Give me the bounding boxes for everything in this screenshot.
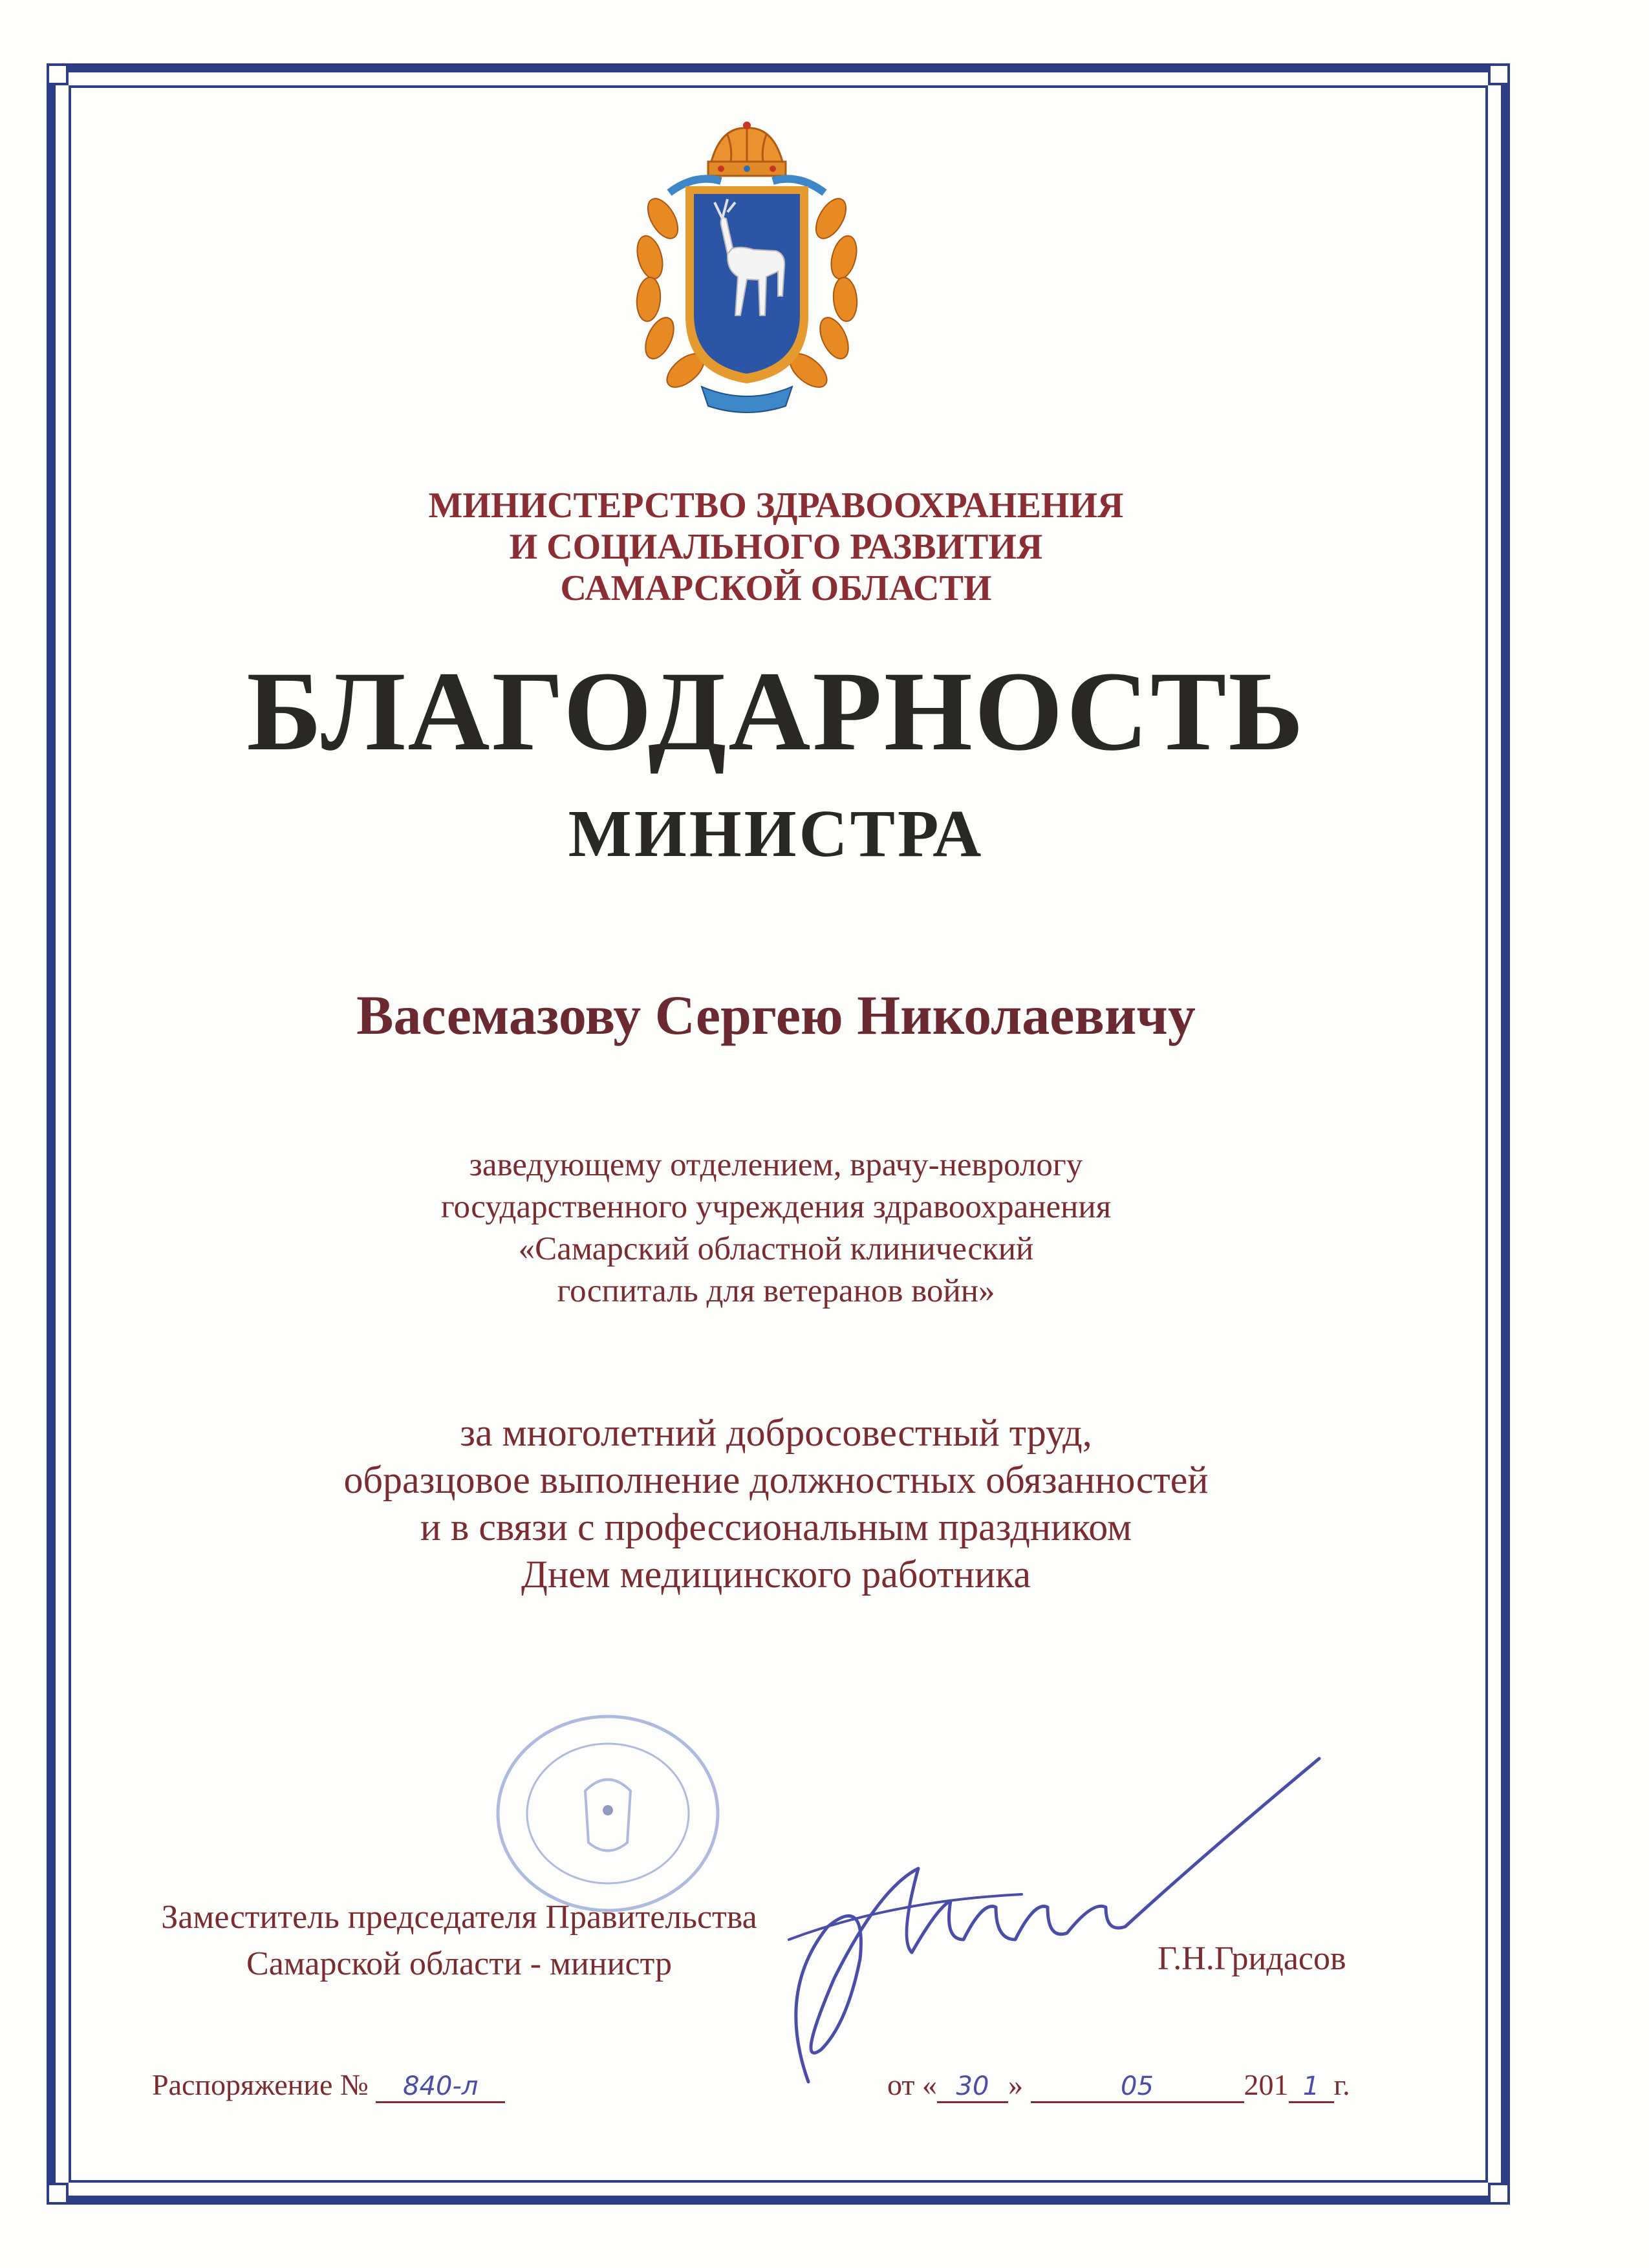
ministry-line-2: И СОЦИАЛЬНОГО РАЗВИТИЯ — [509, 527, 1043, 567]
order-label: Распоряжение № — [152, 2068, 369, 2101]
order-reference — [152, 2068, 505, 2103]
recipient-position — [0, 1144, 1552, 1312]
signer-title — [110, 1894, 808, 1987]
position-line: заведующему отделением, врачу-неврологу — [469, 1147, 1083, 1183]
signer-name: Г.Н.Гридасов — [1158, 1940, 1346, 1977]
order-month: 05 — [1031, 2071, 1244, 2103]
samara-coat-of-arms-icon — [624, 122, 870, 419]
order-year-end: г. — [1333, 2068, 1350, 2101]
signer-title-line-2: Самарской области - министр — [246, 1945, 672, 1982]
frame-corner-bottom-left — [47, 2183, 69, 2205]
order-year-prefix: 201 — [1244, 2068, 1289, 2101]
reason-line: за многолетний добросовестный труд, — [460, 1411, 1092, 1454]
frame-corner-bottom-right — [1488, 2183, 1510, 2205]
order-date — [887, 2068, 1350, 2103]
order-number: 840-л — [376, 2071, 505, 2103]
certificate-subtitle: МИНИСТРА — [568, 797, 984, 871]
recipient-name: Васемазову Сергею Николаевичу — [356, 984, 1196, 1046]
ministry-line-3: САМАРСКОЙ ОБЛАСТИ — [560, 568, 992, 608]
position-line: государственного учреждения здравоохранения — [440, 1189, 1112, 1225]
reason-line: образцовое выполнение должностных обязанностей — [343, 1459, 1209, 1501]
official-seal-stamp-icon — [488, 1707, 727, 1920]
order-year-suffix: 1 — [1289, 2071, 1334, 2103]
signer-title-line-1: Заместитель председателя Правительства — [161, 1899, 757, 1936]
reason-line: и в связи с профессиональным праздником — [420, 1506, 1132, 1548]
order-from-label: от « — [887, 2068, 937, 2101]
ministry-line-1: МИНИСТЕРСТВО ЗДРАВООХРАНЕНИЯ — [428, 486, 1124, 526]
frame-corner-top-right — [1488, 63, 1510, 85]
award-reason — [0, 1409, 1552, 1598]
position-line: госпиталь для ветеранов войн» — [557, 1273, 995, 1309]
position-line: «Самарский областной клинический — [518, 1231, 1034, 1267]
crown-icon — [708, 122, 786, 176]
order-day: 30 — [937, 2071, 1008, 2103]
reason-line: Днем медицинского работника — [521, 1553, 1031, 1596]
ministry-heading — [0, 485, 1552, 609]
order-close-quote: » — [1008, 2068, 1023, 2101]
frame-corner-top-left — [47, 63, 69, 85]
certificate-title: БЛАГОДАРНОСТЬ — [246, 648, 1306, 775]
handwritten-signature-icon — [750, 1746, 1345, 2108]
